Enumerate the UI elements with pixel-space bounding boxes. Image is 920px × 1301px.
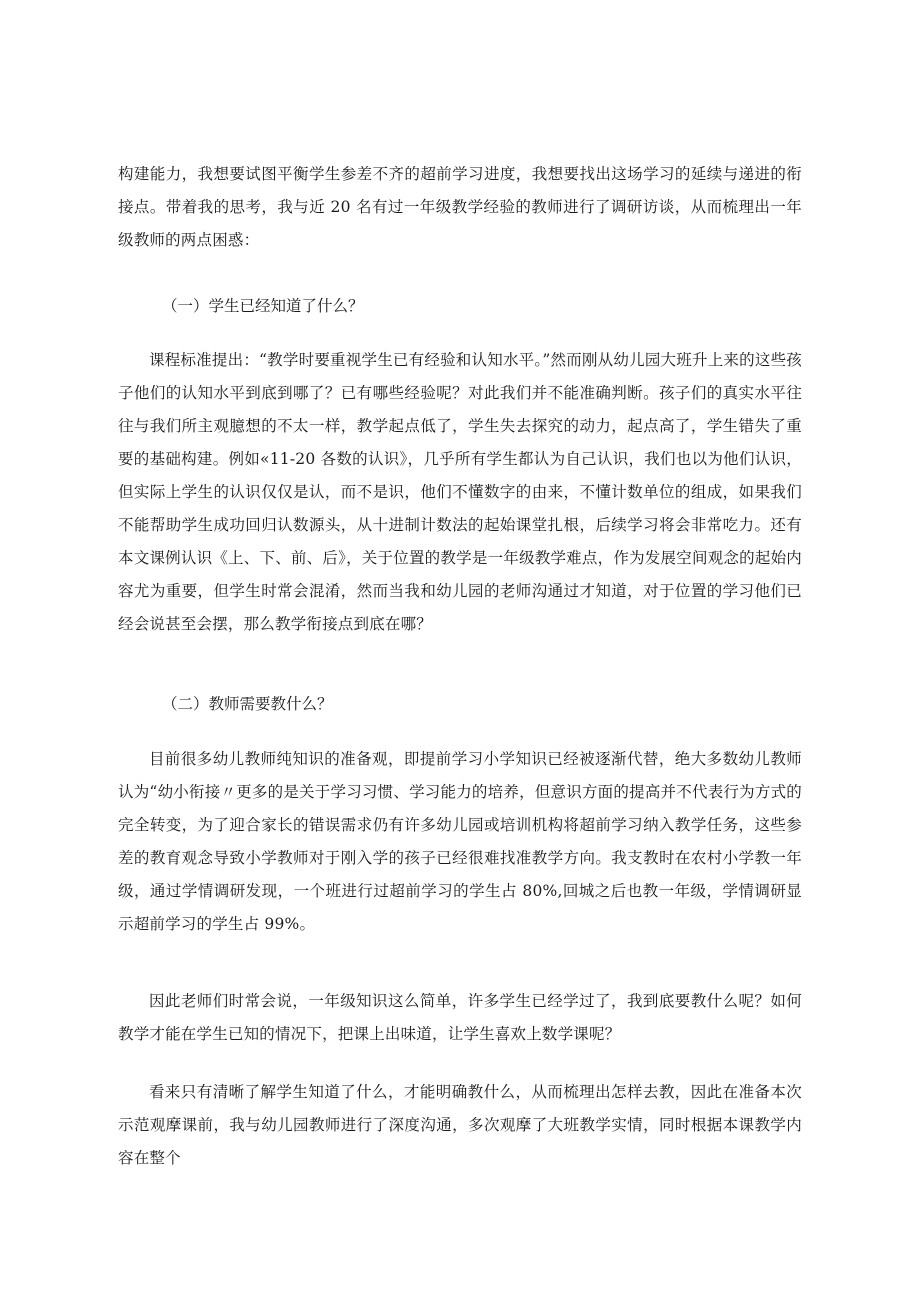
section-1-paragraph: 课程标准提出：“教学时要重视学生已有经验和认知水平。”然而刚从幼儿园大班升上来的这些孩子他们的认知水平到底到哪了？已有哪些经验呢？对此我们并不能准确判断。孩子们的真实水平往往与我们所主观臆想的不太一样，教学起点低了，学生失去探究的动力，起点高了，学生错失了重要的基础构建。例如«11-20 各数的认识》，几乎所有学生都认为自己认识，我们也以为他们认识，但实际上学生的认识仅仅是认，而不是识，他们不懂数字的由来，不懂计数单位的组成，如果我们不能帮助学生成功回归认数源头，从十进制计数法的起始课堂扎根，后续学习将会非常吃力。还有本文课例认识《上、下、前、后》，关于位置的教学是一年级教学难点，作为发展空间观念的起始内容尤为重要，但学生时常会混淆，然而当我和幼儿园的老师沟通过才知道，对于位置的学习他们已经会说甚至会摆，那么教学衔接点到底在哪？	[118, 351, 802, 633]
closing-paragraph: 看来只有清晰了解学生知道了什么，才能明确教什么，从而梳理出怎样去教，因此在准备本次示范观摩课前，我与幼儿园教师进行了深度沟通，多次观摩了大班教学实情，同时根据本课教学内容在整个	[118, 1083, 802, 1167]
section-2-followup-paragraph: 因此老师们时常会说，一年级知识这么简单，许多学生已经学过了，我到底要教什么呢？如何教学才能在学生已知的情况下，把课上出味道，让学生喜欢上数学课呢？	[118, 992, 802, 1043]
intro-paragraph: 构建能力，我想要试图平衡学生参差不齐的超前学习进度，我想要找出这场学习的延续与递进的衔接点。带着我的思考，我与近 20 名有过一年级教学经验的教师进行了调研访谈，从而梳理出一年级教师的两点困惑：	[118, 165, 802, 249]
section-heading-2: （二）教师需要教什么？	[162, 695, 333, 713]
section-2-paragraph: 目前很多幼儿教师纯知识的准备观，即提前学习小学知识已经被逐渐代替，绝大多数幼儿教师认为“幼小衔接〃更多的是关于学习习惯、学习能力的培养，但意识方面的提高并不代表行为方式的完全转变，为了迎合家长的错误需求仍有许多幼儿园或培训机构将超前学习纳入教学任务，这些参差的教育观念导致小学教师对于刚入学的孩子已经很难找准教学方向。我支教时在农村小学教一年级，通过学情调研发现，一个班进行过超前学习的学生占 80%,回城之后也教一年级，学情调研显示超前学习的学生占 99%。	[118, 750, 802, 933]
section-heading-1: （一）学生已经知道了什么？	[162, 297, 364, 315]
